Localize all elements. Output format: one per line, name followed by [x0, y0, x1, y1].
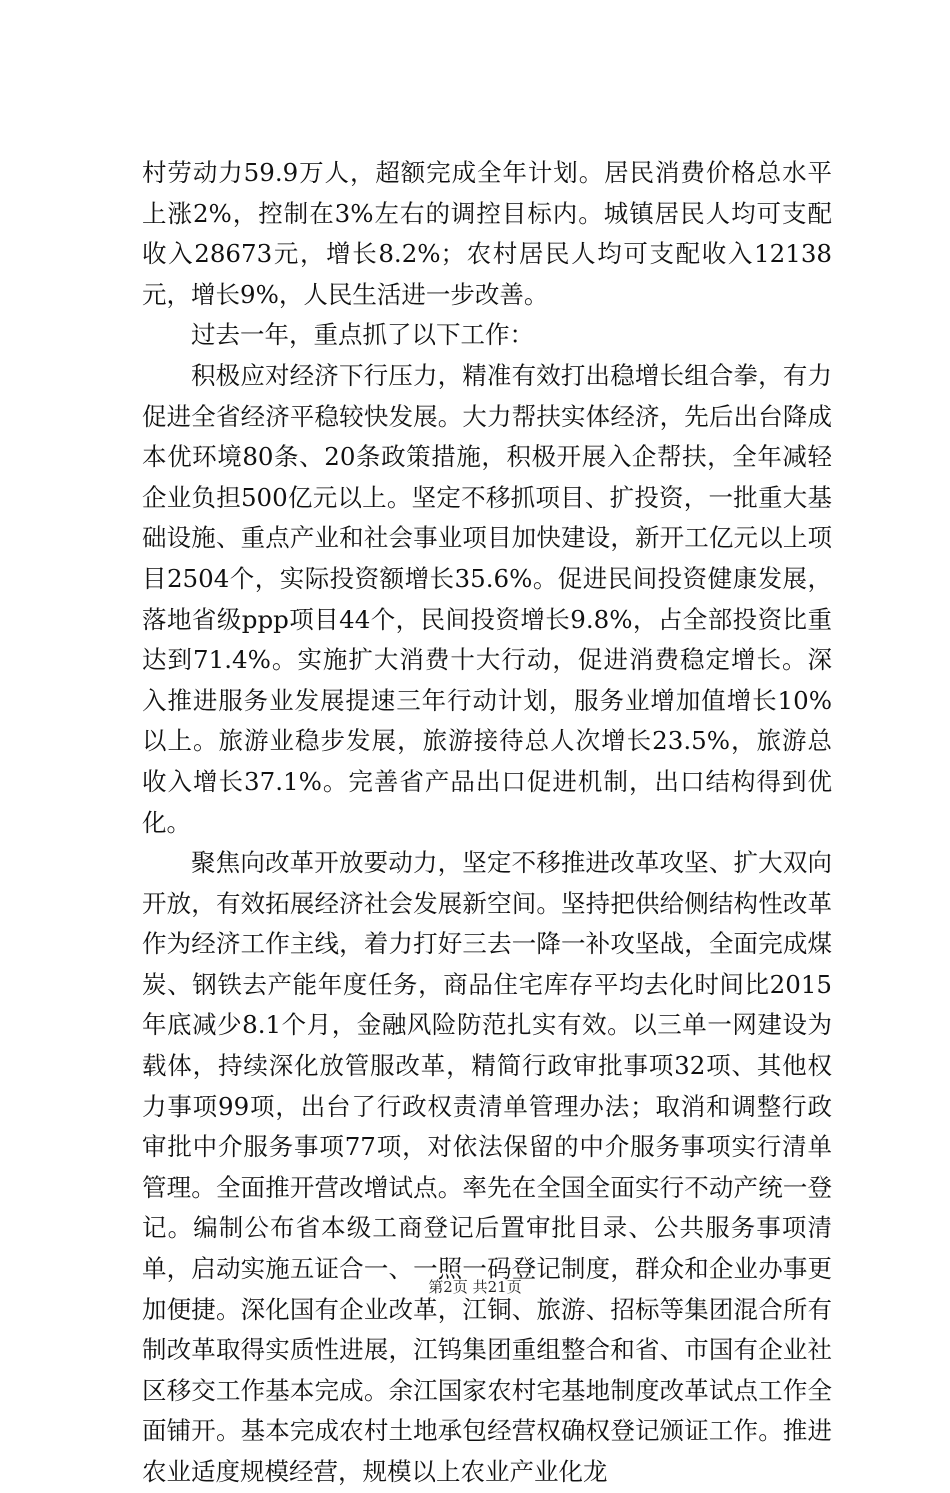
- paragraph-continuation: 村劳动力59.9万人，超额完成全年计划。居民消费价格总水平上涨2%，控制在3%左右的调控目标内。城镇居民人均可支配收入28673元，增长8.2%；农村居民人均可支配收入12138元，增长9%，人民生活进一步改善。: [142, 158, 832, 309]
- paragraph-growth: 积极应对经济下行压力，精准有效打出稳增长组合拳，有力促进全省经济平稳较快发展。大力帮扶实体经济，先后出台降成本优环境80条、20条政策措施，积极开展入企帮扶，全年减轻企业负担500亿元以上。坚定不移抓项目、扩投资，一批重大基础设施、重点产业和社会事业项目加快建设，新开工亿元以上项目2504个，实际投资额增长35.6%。促进民间投资健康发展，落地省级ppp项目44个，民间投资增长9.8%，占全部投资比重达到71.4%。实施扩大消费十大行动，促进消费稳定增长。深入推进服务业发展提速三年行动计划，服务业增加值增长10%以上。旅游业稳步发展，旅游接待总人次增长23.5%，旅游总收入增长37.1%。完善省产品出口促进机制，出口结构得到优化。: [142, 360, 832, 837]
- paragraph-intro: 过去一年，重点抓了以下工作：: [191, 320, 534, 350]
- page-footer: 第2页 共21页: [428, 1278, 522, 1296]
- paragraph-reform: 聚焦向改革开放要动力，坚定不移推进改革攻坚、扩大双向开放，有效拓展经济社会发展新空间。坚持把供给侧结构性改革作为经济工作主线，着力打好三去一降一补攻坚战，全面完成煤炭、钢铁去产能年度任务，商品住宅库存平均去化时间比2015年底减少8.1个月，金融风险防范扎实有效。以三单一网建设为载体，持续深化放管服改革，精简行政审批事项32项、其他权力事项99项，出台了行政权责清单管理办法；取消和调整行政审批中介服务事项77项，对依法保留的中介服务事项实行清单管理。全面推开营改增试点。率先在全国全面实行不动产统一登记。编制公布省本级工商登记后置审批目录、公共服务事项清单，启动实施五证合一、一照一码登记制度，群众和企业办事更加便捷。深化国有企业改革，江铜、旅游、招标等集团混合所有制改革取得实质性进展，江钨集团重组整合和省、市国有企业社区移交工作基本完成。余江国家农村宅基地制度改革试点工作全面铺开。基本完成农村土地承包经营权确权登记颁证工作。推进农业适度规模经营，规模以上农业产业化龙: [142, 848, 832, 1486]
